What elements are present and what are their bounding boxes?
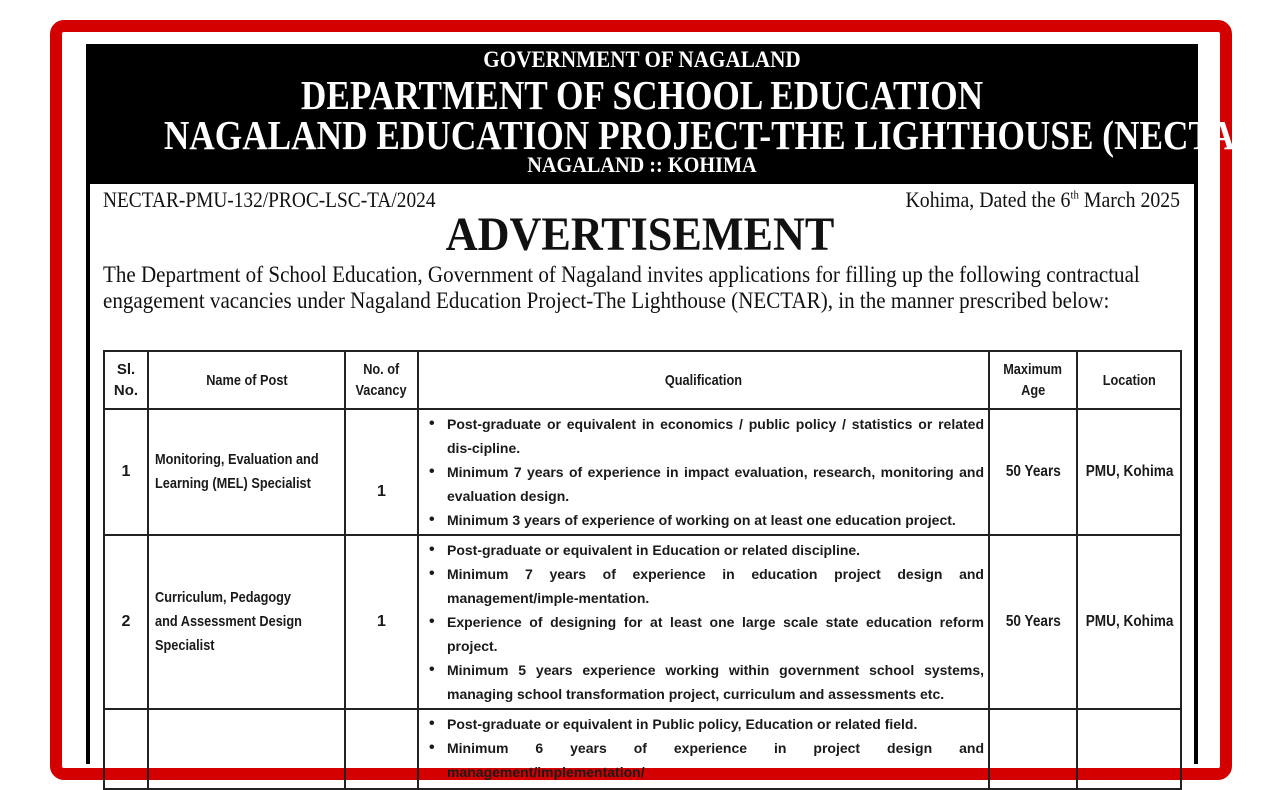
cell-location (1077, 709, 1181, 789)
qualification-item: • Minimum 7 years of experience in education project design and management/imple-mentation. (447, 562, 984, 610)
location-heading: NAGALAND :: KOHIMA (527, 152, 757, 177)
project-heading: NAGALAND EDUCATION PROJECT-THE LIGHTHOUSE (NECTAR) (163, 112, 1273, 158)
cell-vacancy (345, 709, 418, 789)
vacancy-table (103, 350, 1182, 790)
qualification-item: • Post-graduate or equivalent in Public policy, Education or related field. (447, 712, 984, 736)
cell-post-name: Curriculum, Pedagogy and Assessment Design Specialist (148, 535, 345, 709)
intro-paragraph: The Department of School Education, Government of Nagaland invites applications for filling up the following contractual engagement vacancies under Nagaland Education Project-The Lighthouse (NECTAR), in the manner prescribed below: (103, 262, 1140, 313)
qualification-item: • Minimum 7 years of experience in impact evaluation, research, monitoring and evaluation design. (447, 460, 984, 508)
cell-max-age: 50 Years (989, 535, 1077, 709)
cell-qualification (418, 709, 989, 789)
table-row (104, 409, 1181, 535)
cell-vacancy: 1 (345, 409, 418, 535)
cell-sl-no: 2 (104, 535, 148, 709)
cell-post-name: Monitoring, Evaluation and Learning (MEL) Specialist (148, 409, 345, 535)
table-row (104, 535, 1181, 709)
cell-post-name (148, 709, 345, 789)
reference-number: NECTAR-PMU-132/PROC-LSC-TA/2024 (103, 187, 436, 212)
header-max-age: Maximum Age (989, 351, 1077, 409)
cell-max-age: 50 Years (989, 409, 1077, 535)
qualification-item: • Minimum 6 years of experience in project design and management/implementation/ (447, 736, 984, 784)
header-name-of-post: Name of Post (148, 351, 345, 409)
cell-vacancy: 1 (345, 535, 418, 709)
cell-qualification (418, 535, 989, 709)
table-header-row (104, 351, 1181, 409)
qualification-item: • Minimum 5 years experience working within government school systems, managing school transformation project, curriculum and assessments etc. (447, 658, 984, 706)
issue-date: Kohima, Dated the 6th March 2025 (905, 187, 1180, 212)
header-banner (86, 44, 1273, 184)
header-qualification: Qualification (418, 351, 989, 409)
qualification-item: • Minimum 3 years of experience of working on at least one education project. (447, 508, 984, 532)
cell-sl-no (104, 709, 148, 789)
government-heading: GOVERNMENT OF NAGALAND (483, 47, 801, 72)
header-location: Location (1077, 351, 1181, 409)
qualification-item: • Post-graduate or equivalent in Education or related discipline. (447, 538, 984, 562)
cell-max-age (989, 709, 1077, 789)
cell-qualification (418, 409, 989, 535)
cell-sl-no: 1 (104, 409, 148, 535)
department-heading: DEPARTMENT OF SCHOOL EDUCATION (300, 72, 984, 118)
header-vacancy: No. of Vacancy (345, 351, 418, 409)
qualification-item: • Experience of designing for at least one large scale state education reform project. (447, 610, 984, 658)
header-sl-no: Sl. No. (104, 351, 148, 409)
page-title: ADVERTISEMENT (445, 208, 835, 261)
qualification-item: • Post-graduate or equivalent in economics / public policy / statistics or related dis-cipline. (447, 412, 984, 460)
cell-location: PMU, Kohima (1077, 535, 1181, 709)
table-row (104, 709, 1181, 789)
cell-location: PMU, Kohima (1077, 409, 1181, 535)
